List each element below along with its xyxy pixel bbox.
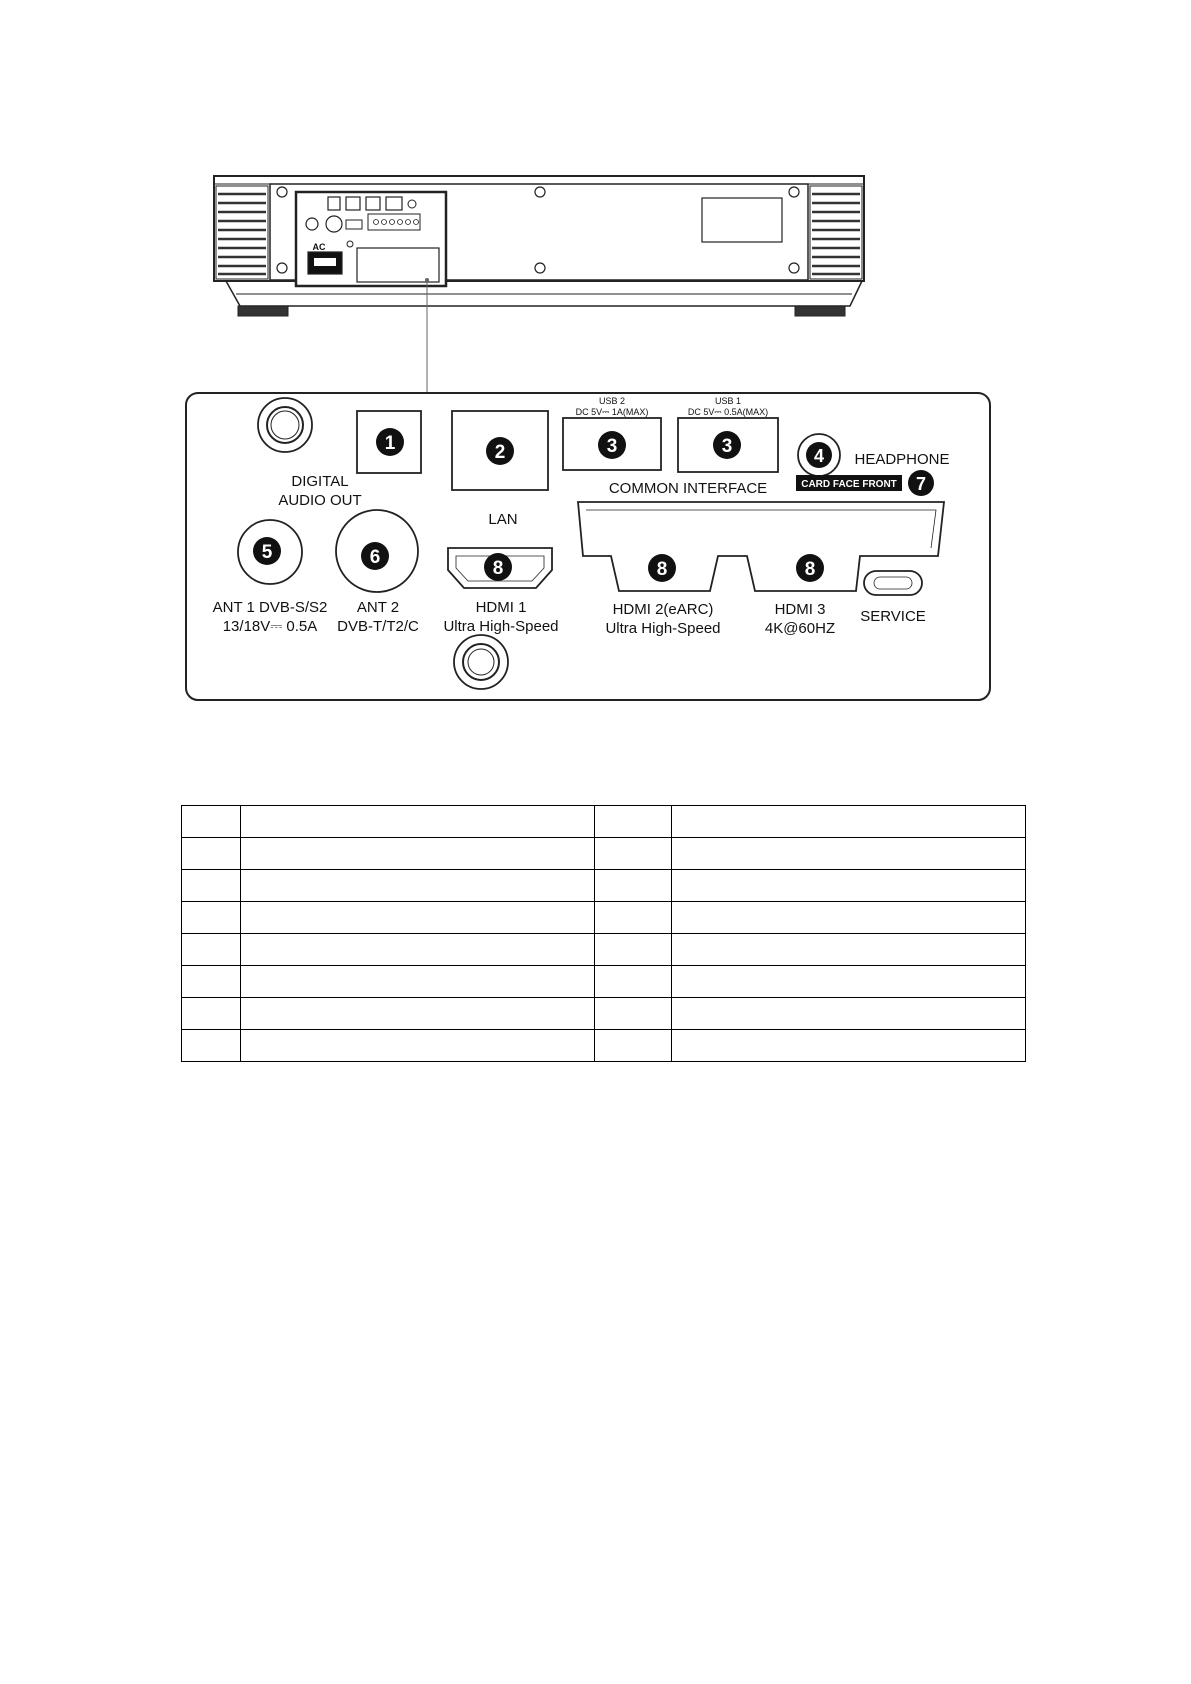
table-row	[182, 1030, 1026, 1062]
table-cell	[241, 998, 595, 1030]
badge-5-number: 5	[261, 542, 273, 563]
badge-1	[376, 428, 404, 456]
port-table	[181, 805, 1026, 1062]
table-cell	[182, 806, 241, 838]
table-row	[182, 870, 1026, 902]
table-row	[182, 838, 1026, 870]
table-cell	[241, 806, 595, 838]
table-cell	[672, 966, 1026, 998]
table-cell	[595, 1030, 672, 1062]
badge-8c-number: 8	[804, 559, 816, 580]
table-cell	[672, 806, 1026, 838]
table-cell	[182, 1030, 241, 1062]
digital-audio-label-line1: DIGITAL	[291, 473, 349, 490]
table-row	[182, 806, 1026, 838]
badge-7-number: 7	[915, 474, 927, 494]
table-cell	[182, 934, 241, 966]
ac-label: AC	[312, 242, 326, 252]
table-cell	[672, 998, 1026, 1030]
badge-3b	[713, 431, 741, 459]
table-cell	[241, 966, 595, 998]
hdmi1-label-line1: HDMI 1	[475, 599, 527, 616]
table-cell	[595, 870, 672, 902]
table-cell	[595, 806, 672, 838]
badge-7	[908, 470, 934, 496]
service-port[interactable]	[864, 571, 922, 595]
card-face-front-label: CARD FACE FRONT	[801, 479, 897, 490]
ant2-label-line1: ANT 2	[356, 599, 400, 616]
badge-2	[486, 437, 514, 465]
badge-6	[361, 542, 389, 570]
table-cell	[672, 838, 1026, 870]
hdmi3-label-line1: HDMI 3	[774, 601, 826, 618]
ant2-label-line2: DVB-T/T2/C	[337, 618, 419, 635]
connector-panel	[186, 393, 990, 700]
badge-4-number: 4	[813, 446, 825, 466]
hdmi3-label-line2: 4K@60HZ	[764, 620, 836, 637]
table-cell	[182, 966, 241, 998]
badge-8b-number: 8	[656, 559, 668, 580]
badge-8b	[648, 554, 676, 582]
table-row	[182, 902, 1026, 934]
table-cell	[182, 998, 241, 1030]
usb1-label: USB 1	[714, 396, 742, 406]
badge-3b-number: 3	[721, 436, 733, 457]
ant1-label-line2: 13/18V⎓ 0.5A	[222, 618, 318, 635]
headphone-label: HEADPHONE	[854, 451, 950, 468]
table-cell	[672, 1030, 1026, 1062]
table-cell	[672, 934, 1026, 966]
table-cell	[241, 1030, 595, 1062]
table-cell	[595, 838, 672, 870]
hdmi1-label-line2: Ultra High-Speed	[443, 618, 559, 635]
table-cell	[182, 902, 241, 934]
table-cell	[595, 934, 672, 966]
table-row	[182, 966, 1026, 998]
table-cell	[241, 934, 595, 966]
lan-label: LAN	[488, 511, 518, 528]
badge-8a-number: 8	[492, 558, 504, 579]
badge-8c	[796, 554, 824, 582]
usb1-rating: DC 5V⎓ 0.5A(MAX)	[687, 407, 769, 417]
digital-audio-label-line2: AUDIO OUT	[278, 492, 362, 509]
table-cell	[182, 870, 241, 902]
table-cell	[241, 838, 595, 870]
common-interface-label: COMMON INTERFACE	[608, 480, 768, 497]
badge-2-number: 2	[494, 442, 506, 463]
service-label: SERVICE	[860, 608, 926, 625]
table-cell	[241, 870, 595, 902]
port-table-body	[182, 806, 1026, 1062]
table-row	[182, 998, 1026, 1030]
hdmi2-label-line1: HDMI 2(eARC)	[612, 601, 714, 618]
hdmi2-label-line2: Ultra High-Speed	[605, 620, 721, 637]
table-cell	[672, 870, 1026, 902]
device-rear-view	[214, 176, 864, 393]
table-cell	[595, 902, 672, 934]
table-row	[182, 934, 1026, 966]
ant1-label-line1: ANT 1 DVB-S/S2	[212, 599, 328, 616]
table-cell	[595, 966, 672, 998]
badge-4	[806, 442, 832, 468]
badge-6-number: 6	[369, 547, 381, 568]
table-cell	[241, 902, 595, 934]
badge-1-number: 1	[384, 433, 396, 454]
usb2-rating: DC 5V⎓ 1A(MAX)	[575, 407, 649, 417]
table-cell	[182, 838, 241, 870]
badge-3a	[598, 431, 626, 459]
table-cell	[595, 998, 672, 1030]
usb2-label: USB 2	[598, 396, 626, 406]
table-cell	[672, 902, 1026, 934]
badge-8a	[484, 553, 512, 581]
badge-5	[253, 537, 281, 565]
terminal-block	[296, 192, 446, 286]
badge-3a-number: 3	[606, 436, 618, 457]
